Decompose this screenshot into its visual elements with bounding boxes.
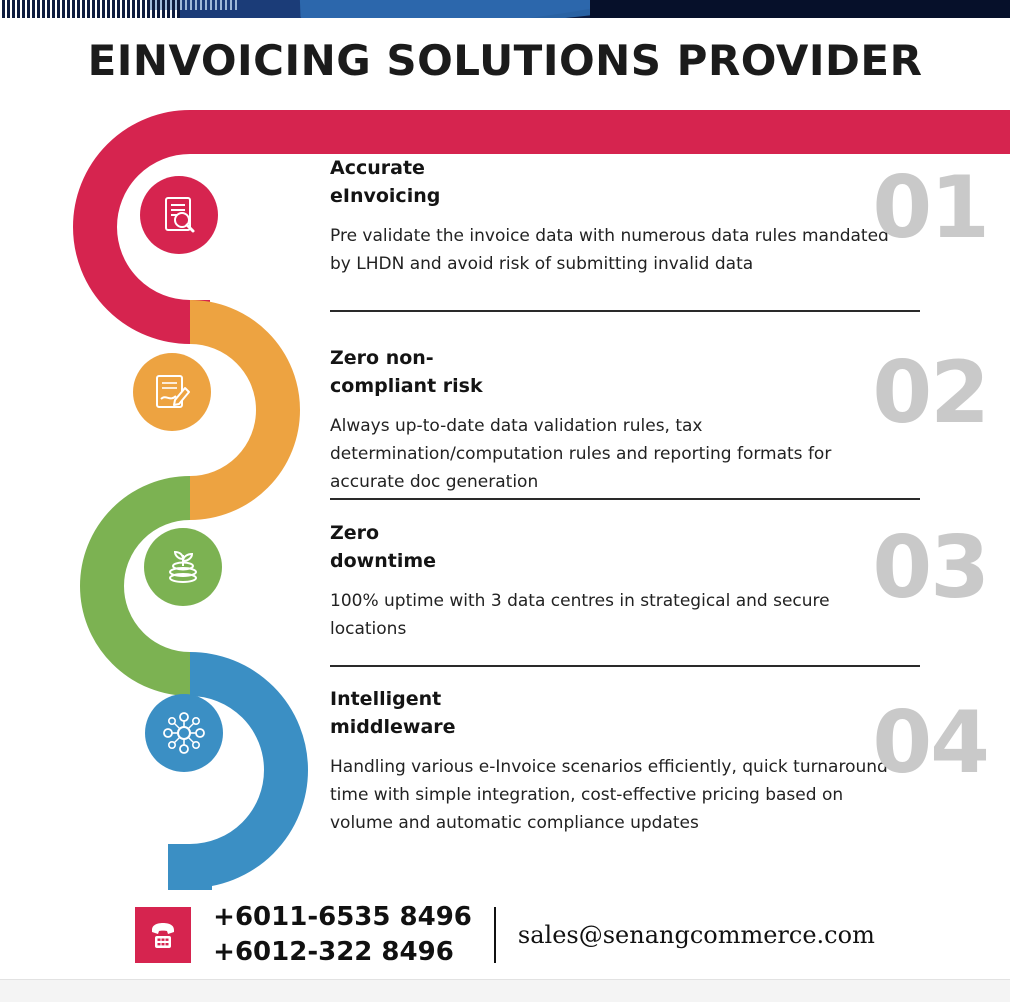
divider-3 xyxy=(330,665,920,667)
stripe-pattern-mid xyxy=(150,0,240,10)
step-body-1: Pre validate the invoice data with numerous data rules mandated by LHDN and avoid risk of submitting invalid data xyxy=(330,226,889,275)
step-number-4: 04 xyxy=(872,693,988,793)
divider-1 xyxy=(330,310,920,312)
top-decorative-strip xyxy=(0,0,1010,18)
step-number-2: 02 xyxy=(872,343,988,443)
phone-numbers xyxy=(213,900,472,970)
step-heading-2 xyxy=(330,345,920,400)
step-heading-4 xyxy=(330,686,920,741)
step-heading-1-line1: Accurate xyxy=(330,157,425,179)
coins-plant-icon xyxy=(161,545,205,589)
phone-number-2[interactable]: +6012-322 8496 xyxy=(213,937,454,967)
signing-contract-icon xyxy=(149,369,195,415)
step-row-4 xyxy=(330,686,920,837)
phone-number-1[interactable]: +6011-6535 8496 xyxy=(213,901,472,932)
phone-badge xyxy=(135,907,191,963)
step-icon-document-search xyxy=(140,176,218,254)
contact-footer xyxy=(0,890,1010,980)
email-address[interactable]: sales@senangcommerce.com xyxy=(517,921,875,949)
network-nodes-icon xyxy=(161,710,207,756)
step-number-3: 03 xyxy=(872,518,988,618)
step-body-3: 100% uptime with 3 data centres in strategical and secure locations xyxy=(330,591,830,640)
step-icon-network-nodes xyxy=(145,694,223,772)
step-heading-4-line1: Intelligent xyxy=(330,688,442,710)
step-heading-4-line2: middleware xyxy=(330,715,456,738)
divider-2 xyxy=(330,498,920,500)
step-heading-2-line1: Zero non- xyxy=(330,347,434,369)
step-body-2: Always up-to-date data validation rules, tax determination/computation rules and reporting formats for accurate doc generation xyxy=(330,416,832,493)
step-heading-3 xyxy=(330,520,920,575)
step-heading-3-line2: downtime xyxy=(330,549,437,572)
dark-panel-right xyxy=(590,0,1010,18)
step-icon-signing-contract xyxy=(133,353,211,431)
step-row-3 xyxy=(330,520,920,643)
step-heading-2-line2: compliant risk xyxy=(330,374,483,397)
bottom-bar xyxy=(0,979,1010,1002)
step-number-1: 01 xyxy=(872,158,988,258)
step-heading-1 xyxy=(330,155,920,210)
step-row-1 xyxy=(330,155,920,278)
step-body-4: Handling various e-Invoice scenarios efficiently, quick turnaround time with simple integration, cost-effective pricing based on volume and automatic compliance updates xyxy=(330,757,888,834)
step-heading-3-line1: Zero xyxy=(330,522,380,544)
page-title: EINVOICING SOLUTIONS PROVIDER xyxy=(87,36,923,85)
step-heading-1-line2: eInvoicing xyxy=(330,184,441,207)
step-row-2 xyxy=(330,345,920,496)
footer-divider xyxy=(494,907,496,963)
document-search-icon xyxy=(157,193,201,237)
telephone-icon xyxy=(146,918,180,952)
step-icon-coins-plant xyxy=(144,528,222,606)
